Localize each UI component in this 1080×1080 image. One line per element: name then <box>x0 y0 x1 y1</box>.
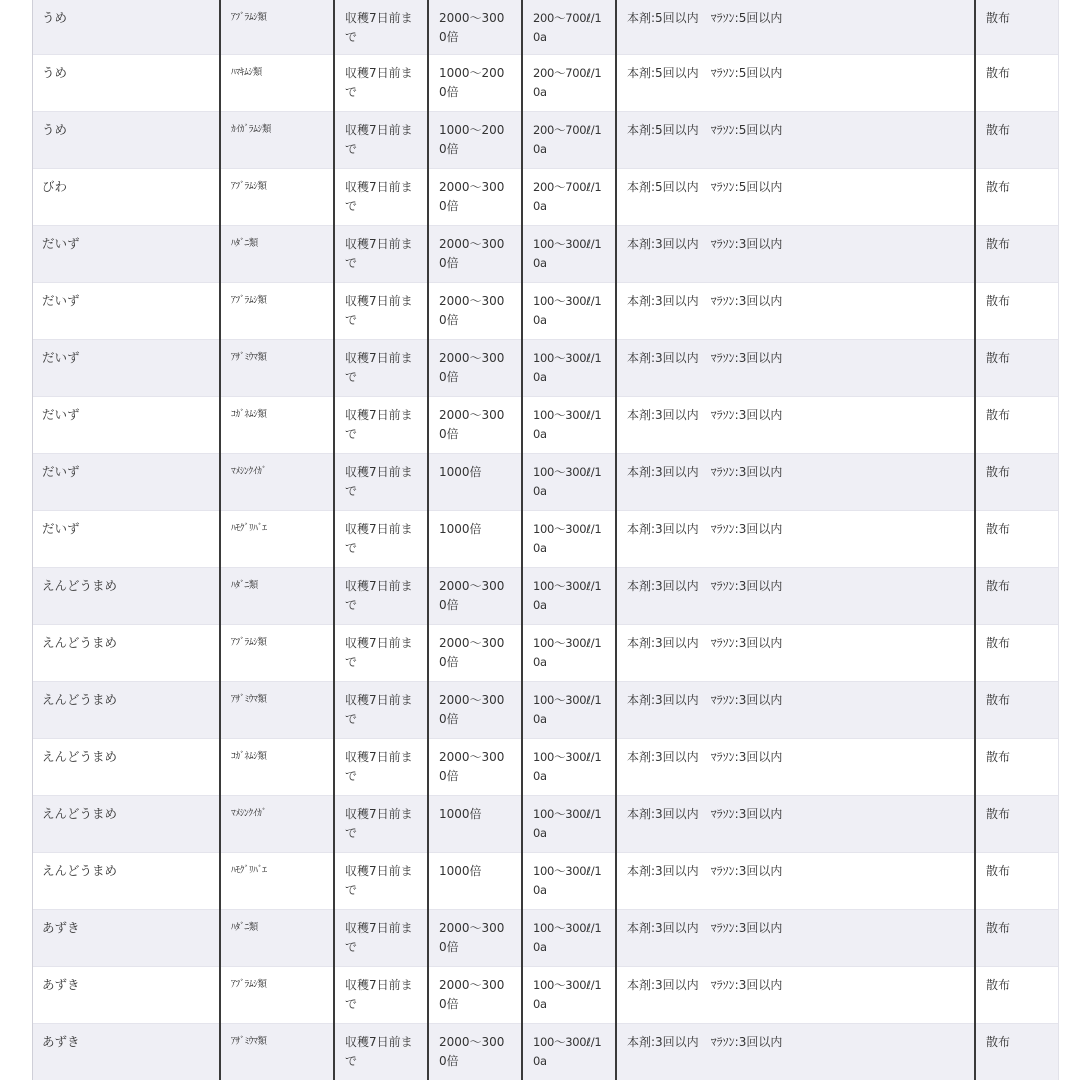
crop-cell <box>33 910 220 967</box>
target-pest-cell <box>220 511 334 568</box>
dilution-text: 2000～3000倍 <box>439 11 505 44</box>
target-pest-cell <box>220 910 334 967</box>
table-body <box>33 0 1058 1080</box>
table-row <box>33 112 1058 169</box>
spray-amount-text: 100～300ℓ/10a <box>533 1035 602 1068</box>
usage-count-text: 本剤:5回以内 ﾏﾗｿﾝ:5回以内 <box>627 123 783 137</box>
usage-count-cell <box>616 568 975 625</box>
spray-amount-text: 200～700ℓ/10a <box>533 123 602 156</box>
crop-text: あずき <box>42 977 80 992</box>
dilution-cell <box>428 682 522 739</box>
target-pest-text: ｱﾌﾞﾗﾑｼ類 <box>231 12 267 23</box>
target-pest-cell <box>220 55 334 112</box>
usage-timing-cell <box>334 853 428 910</box>
table-row <box>33 340 1058 397</box>
application-method-text: 散布 <box>986 921 1011 935</box>
usage-timing-text: 収穫7日前まで <box>345 1035 413 1068</box>
spray-amount-cell <box>522 283 616 340</box>
table-row <box>33 568 1058 625</box>
usage-count-cell <box>616 169 975 226</box>
target-pest-text: ｱﾌﾞﾗﾑｼ類 <box>231 295 267 306</box>
usage-count-cell <box>616 226 975 283</box>
usage-timing-cell <box>334 1024 428 1080</box>
dilution-text: 1000倍 <box>439 465 482 479</box>
dilution-cell <box>428 568 522 625</box>
usage-count-text: 本剤:3回以内 ﾏﾗｿﾝ:3回以内 <box>627 921 783 935</box>
usage-count-cell <box>616 1024 975 1080</box>
crop-cell <box>33 796 220 853</box>
usage-timing-cell <box>334 283 428 340</box>
dilution-cell <box>428 853 522 910</box>
crop-text: えんどうまめ <box>42 806 118 821</box>
table-row <box>33 682 1058 739</box>
target-pest-text: ﾊﾀﾞﾆ類 <box>231 238 258 249</box>
usage-count-text: 本剤:3回以内 ﾏﾗｿﾝ:3回以内 <box>627 693 783 707</box>
target-pest-text: ｱｻﾞﾐｳﾏ類 <box>231 352 267 363</box>
spray-amount-text: 200～700ℓ/10a <box>533 66 602 99</box>
crop-cell <box>33 55 220 112</box>
usage-count-text: 本剤:3回以内 ﾏﾗｿﾝ:3回以内 <box>627 465 783 479</box>
spray-amount-text: 100～300ℓ/10a <box>533 636 602 669</box>
spray-amount-text: 100～300ℓ/10a <box>533 237 602 270</box>
spray-amount-cell <box>522 112 616 169</box>
target-pest-cell <box>220 967 334 1024</box>
dilution-text: 2000～3000倍 <box>439 1035 505 1068</box>
table-row <box>33 796 1058 853</box>
dilution-cell <box>428 340 522 397</box>
dilution-text: 2000～3000倍 <box>439 921 505 954</box>
table-row <box>33 625 1058 682</box>
application-method-text: 散布 <box>986 978 1011 992</box>
usage-timing-text: 収穫7日前まで <box>345 351 413 384</box>
crop-text: えんどうまめ <box>42 635 118 650</box>
usage-timing-text: 収穫7日前まで <box>345 294 413 327</box>
spray-amount-text: 100～300ℓ/10a <box>533 351 602 384</box>
usage-count-cell <box>616 283 975 340</box>
target-pest-cell <box>220 682 334 739</box>
dilution-text: 1000～2000倍 <box>439 66 505 99</box>
dilution-cell <box>428 112 522 169</box>
target-pest-cell <box>220 568 334 625</box>
crop-text: えんどうまめ <box>42 749 118 764</box>
application-method-text: 散布 <box>986 351 1011 365</box>
crop-text: だいず <box>42 521 80 536</box>
target-pest-cell <box>220 1024 334 1080</box>
table-row <box>33 1024 1058 1080</box>
crop-text: だいず <box>42 407 80 422</box>
usage-timing-cell <box>334 55 428 112</box>
target-pest-cell <box>220 853 334 910</box>
application-method-text: 散布 <box>986 237 1011 251</box>
application-method-text: 散布 <box>986 579 1011 593</box>
usage-count-text: 本剤:3回以内 ﾏﾗｿﾝ:3回以内 <box>627 579 783 593</box>
application-method-text: 散布 <box>986 66 1011 80</box>
crop-text: えんどうまめ <box>42 692 118 707</box>
dilution-text: 1000倍 <box>439 807 482 821</box>
target-pest-cell <box>220 283 334 340</box>
target-pest-text: ﾊﾀﾞﾆ類 <box>231 580 258 591</box>
usage-count-text: 本剤:3回以内 ﾏﾗｿﾝ:3回以内 <box>627 237 783 251</box>
usage-count-text: 本剤:3回以内 ﾏﾗｿﾝ:3回以内 <box>627 864 783 878</box>
crop-cell <box>33 169 220 226</box>
dilution-text: 2000～3000倍 <box>439 180 505 213</box>
usage-count-cell <box>616 0 975 55</box>
application-method-text: 散布 <box>986 693 1011 707</box>
spray-amount-text: 100～300ℓ/10a <box>533 807 602 840</box>
crop-cell <box>33 454 220 511</box>
usage-count-cell <box>616 625 975 682</box>
application-method-cell <box>975 853 1058 910</box>
dilution-text: 1000～2000倍 <box>439 123 505 156</box>
target-pest-cell <box>220 625 334 682</box>
dilution-cell <box>428 625 522 682</box>
spray-amount-cell <box>522 739 616 796</box>
crop-text: だいず <box>42 236 80 251</box>
usage-timing-text: 収穫7日前まで <box>345 750 413 783</box>
usage-count-text: 本剤:3回以内 ﾏﾗｿﾝ:3回以内 <box>627 522 783 536</box>
crop-text: えんどうまめ <box>42 863 118 878</box>
usage-count-cell <box>616 55 975 112</box>
dilution-text: 2000～3000倍 <box>439 978 505 1011</box>
spray-amount-text: 100～300ℓ/10a <box>533 921 602 954</box>
usage-timing-text: 収穫7日前まで <box>345 693 413 726</box>
usage-timing-cell <box>334 796 428 853</box>
crop-cell <box>33 340 220 397</box>
usage-count-text: 本剤:5回以内 ﾏﾗｿﾝ:5回以内 <box>627 66 783 80</box>
application-method-cell <box>975 910 1058 967</box>
dilution-text: 2000～3000倍 <box>439 636 505 669</box>
application-method-text: 散布 <box>986 465 1011 479</box>
usage-count-cell <box>616 454 975 511</box>
target-pest-text: ﾊﾓｸﾞﾘﾊﾞｴ <box>231 865 267 876</box>
dilution-cell <box>428 511 522 568</box>
dilution-cell <box>428 0 522 55</box>
crop-text: えんどうまめ <box>42 578 118 593</box>
usage-count-cell <box>616 853 975 910</box>
spray-amount-cell <box>522 967 616 1024</box>
usage-timing-text: 収穫7日前まで <box>345 636 413 669</box>
spray-amount-cell <box>522 0 616 55</box>
crop-text: びわ <box>42 179 68 194</box>
application-method-text: 散布 <box>986 636 1011 650</box>
target-pest-text: ﾏﾒｼﾝｸｲｶﾞ <box>231 808 267 819</box>
target-pest-text: ｺｶﾞﾈﾑｼ類 <box>231 751 267 762</box>
dilution-cell <box>428 454 522 511</box>
target-pest-text: ﾊﾓｸﾞﾘﾊﾞｴ <box>231 523 267 534</box>
application-method-cell <box>975 511 1058 568</box>
spray-amount-text: 100～300ℓ/10a <box>533 294 602 327</box>
dilution-cell <box>428 397 522 454</box>
usage-timing-text: 収穫7日前まで <box>345 864 413 897</box>
usage-count-cell <box>616 511 975 568</box>
dilution-text: 1000倍 <box>439 864 482 878</box>
table-row <box>33 853 1058 910</box>
application-method-cell <box>975 169 1058 226</box>
target-pest-text: ｱｻﾞﾐｳﾏ類 <box>231 694 267 705</box>
spray-amount-cell <box>522 226 616 283</box>
application-method-cell <box>975 1024 1058 1080</box>
spray-amount-text: 100～300ℓ/10a <box>533 978 602 1011</box>
usage-timing-cell <box>334 511 428 568</box>
usage-count-cell <box>616 796 975 853</box>
target-pest-text: ｺｶﾞﾈﾑｼ類 <box>231 409 267 420</box>
table-row <box>33 283 1058 340</box>
spray-amount-text: 200～700ℓ/10a <box>533 11 602 44</box>
target-pest-text: ﾊﾏｷﾑｼ類 <box>231 67 262 78</box>
dilution-text: 2000～3000倍 <box>439 579 505 612</box>
usage-count-cell <box>616 112 975 169</box>
usage-timing-text: 収穫7日前まで <box>345 978 413 1011</box>
application-method-text: 散布 <box>986 864 1011 878</box>
target-pest-cell <box>220 226 334 283</box>
table-row <box>33 454 1058 511</box>
crop-text: うめ <box>42 65 68 80</box>
usage-timing-cell <box>334 454 428 511</box>
crop-cell <box>33 112 220 169</box>
table-row <box>33 169 1058 226</box>
spray-amount-cell <box>522 55 616 112</box>
usage-timing-cell <box>334 967 428 1024</box>
usage-count-text: 本剤:5回以内 ﾏﾗｿﾝ:5回以内 <box>627 11 783 25</box>
target-pest-text: ｱｻﾞﾐｳﾏ類 <box>231 1036 267 1047</box>
dilution-text: 2000～3000倍 <box>439 351 505 384</box>
crop-cell <box>33 682 220 739</box>
pesticide-usage-table <box>33 0 1058 1080</box>
table-row <box>33 397 1058 454</box>
dilution-text: 2000～3000倍 <box>439 408 505 441</box>
spray-amount-text: 200～700ℓ/10a <box>533 180 602 213</box>
spray-amount-text: 100～300ℓ/10a <box>533 693 602 726</box>
usage-timing-text: 収穫7日前まで <box>345 11 413 44</box>
spray-amount-text: 100～300ℓ/10a <box>533 864 602 897</box>
dilution-cell <box>428 910 522 967</box>
crop-cell <box>33 625 220 682</box>
application-method-text: 散布 <box>986 750 1011 764</box>
pesticide-usage-table-container <box>32 0 1059 1080</box>
table-row <box>33 967 1058 1024</box>
usage-timing-cell <box>334 625 428 682</box>
spray-amount-cell <box>522 910 616 967</box>
application-method-cell <box>975 283 1058 340</box>
table-row <box>33 511 1058 568</box>
crop-cell <box>33 1024 220 1080</box>
usage-timing-cell <box>334 0 428 55</box>
usage-timing-text: 収穫7日前まで <box>345 807 413 840</box>
spray-amount-cell <box>522 340 616 397</box>
spray-amount-cell <box>522 169 616 226</box>
usage-timing-text: 収穫7日前まで <box>345 522 413 555</box>
spray-amount-cell <box>522 682 616 739</box>
usage-timing-cell <box>334 568 428 625</box>
dilution-text: 2000～3000倍 <box>439 693 505 726</box>
crop-text: あずき <box>42 1034 80 1049</box>
dilution-cell <box>428 55 522 112</box>
application-method-cell <box>975 55 1058 112</box>
usage-timing-cell <box>334 682 428 739</box>
dilution-cell <box>428 739 522 796</box>
target-pest-cell <box>220 169 334 226</box>
dilution-text: 1000倍 <box>439 522 482 536</box>
dilution-cell <box>428 796 522 853</box>
crop-text: うめ <box>42 10 68 25</box>
spray-amount-text: 100～300ℓ/10a <box>533 408 602 441</box>
application-method-text: 散布 <box>986 1035 1011 1049</box>
usage-timing-cell <box>334 112 428 169</box>
usage-count-cell <box>616 340 975 397</box>
application-method-text: 散布 <box>986 11 1011 25</box>
usage-count-text: 本剤:3回以内 ﾏﾗｿﾝ:3回以内 <box>627 978 783 992</box>
spray-amount-cell <box>522 625 616 682</box>
dilution-cell <box>428 1024 522 1080</box>
application-method-text: 散布 <box>986 123 1011 137</box>
spray-amount-cell <box>522 1024 616 1080</box>
usage-count-text: 本剤:3回以内 ﾏﾗｿﾝ:3回以内 <box>627 807 783 821</box>
dilution-cell <box>428 283 522 340</box>
usage-count-cell <box>616 397 975 454</box>
dilution-cell <box>428 169 522 226</box>
target-pest-cell <box>220 340 334 397</box>
usage-count-text: 本剤:5回以内 ﾏﾗｿﾝ:5回以内 <box>627 180 783 194</box>
target-pest-cell <box>220 739 334 796</box>
usage-timing-text: 収穫7日前まで <box>345 921 413 954</box>
usage-count-cell <box>616 682 975 739</box>
usage-timing-text: 収穫7日前まで <box>345 66 413 99</box>
usage-count-text: 本剤:3回以内 ﾏﾗｿﾝ:3回以内 <box>627 636 783 650</box>
dilution-text: 2000～3000倍 <box>439 237 505 270</box>
spray-amount-cell <box>522 796 616 853</box>
crop-text: あずき <box>42 920 80 935</box>
application-method-cell <box>975 796 1058 853</box>
application-method-cell <box>975 967 1058 1024</box>
application-method-cell <box>975 682 1058 739</box>
target-pest-text: ｱﾌﾞﾗﾑｼ類 <box>231 637 267 648</box>
usage-timing-cell <box>334 739 428 796</box>
usage-timing-cell <box>334 340 428 397</box>
usage-timing-text: 収穫7日前まで <box>345 408 413 441</box>
usage-count-text: 本剤:3回以内 ﾏﾗｿﾝ:3回以内 <box>627 1035 783 1049</box>
spray-amount-text: 100～300ℓ/10a <box>533 522 602 555</box>
usage-timing-text: 収穫7日前まで <box>345 123 413 156</box>
application-method-cell <box>975 0 1058 55</box>
application-method-text: 散布 <box>986 408 1011 422</box>
application-method-text: 散布 <box>986 180 1011 194</box>
dilution-text: 2000～3000倍 <box>439 750 505 783</box>
target-pest-cell <box>220 112 334 169</box>
spray-amount-cell <box>522 454 616 511</box>
usage-timing-text: 収穫7日前まで <box>345 180 413 213</box>
crop-cell <box>33 511 220 568</box>
crop-cell <box>33 853 220 910</box>
spray-amount-text: 100～300ℓ/10a <box>533 465 602 498</box>
dilution-text: 2000～3000倍 <box>439 294 505 327</box>
usage-timing-cell <box>334 397 428 454</box>
application-method-cell <box>975 226 1058 283</box>
spray-amount-cell <box>522 853 616 910</box>
usage-count-cell <box>616 910 975 967</box>
table-row <box>33 0 1058 55</box>
target-pest-cell <box>220 796 334 853</box>
application-method-cell <box>975 112 1058 169</box>
application-method-cell <box>975 568 1058 625</box>
target-pest-cell <box>220 454 334 511</box>
target-pest-text: ｱﾌﾞﾗﾑｼ類 <box>231 979 267 990</box>
application-method-text: 散布 <box>986 294 1011 308</box>
spray-amount-text: 100～300ℓ/10a <box>533 579 602 612</box>
usage-timing-text: 収穫7日前まで <box>345 465 413 498</box>
application-method-text: 散布 <box>986 522 1011 536</box>
target-pest-text: ｶｲｶﾞﾗﾑｼ類 <box>231 124 271 135</box>
crop-cell <box>33 397 220 454</box>
table-row <box>33 739 1058 796</box>
crop-cell <box>33 226 220 283</box>
spray-amount-cell <box>522 397 616 454</box>
crop-text: うめ <box>42 122 68 137</box>
crop-cell <box>33 0 220 55</box>
crop-cell <box>33 967 220 1024</box>
usage-count-text: 本剤:3回以内 ﾏﾗｿﾝ:3回以内 <box>627 750 783 764</box>
spray-amount-cell <box>522 511 616 568</box>
dilution-cell <box>428 226 522 283</box>
table-row <box>33 910 1058 967</box>
crop-cell <box>33 739 220 796</box>
usage-count-cell <box>616 967 975 1024</box>
table-row <box>33 55 1058 112</box>
dilution-cell <box>428 967 522 1024</box>
target-pest-cell <box>220 0 334 55</box>
crop-text: だいず <box>42 350 80 365</box>
usage-count-text: 本剤:3回以内 ﾏﾗｿﾝ:3回以内 <box>627 351 783 365</box>
spray-amount-text: 100～300ℓ/10a <box>533 750 602 783</box>
application-method-cell <box>975 739 1058 796</box>
crop-cell <box>33 283 220 340</box>
spray-amount-cell <box>522 568 616 625</box>
usage-count-cell <box>616 739 975 796</box>
application-method-cell <box>975 625 1058 682</box>
usage-timing-cell <box>334 910 428 967</box>
crop-cell <box>33 568 220 625</box>
application-method-cell <box>975 397 1058 454</box>
usage-count-text: 本剤:3回以内 ﾏﾗｿﾝ:3回以内 <box>627 294 783 308</box>
usage-timing-cell <box>334 226 428 283</box>
application-method-cell <box>975 454 1058 511</box>
target-pest-text: ﾊﾀﾞﾆ類 <box>231 922 258 933</box>
application-method-cell <box>975 340 1058 397</box>
usage-timing-text: 収穫7日前まで <box>345 579 413 612</box>
usage-count-text: 本剤:3回以内 ﾏﾗｿﾝ:3回以内 <box>627 408 783 422</box>
crop-text: だいず <box>42 464 80 479</box>
application-method-text: 散布 <box>986 807 1011 821</box>
crop-text: だいず <box>42 293 80 308</box>
target-pest-text: ｱﾌﾞﾗﾑｼ類 <box>231 181 267 192</box>
usage-timing-text: 収穫7日前まで <box>345 237 413 270</box>
usage-timing-cell <box>334 169 428 226</box>
table-row <box>33 226 1058 283</box>
target-pest-text: ﾏﾒｼﾝｸｲｶﾞ <box>231 466 267 477</box>
target-pest-cell <box>220 397 334 454</box>
